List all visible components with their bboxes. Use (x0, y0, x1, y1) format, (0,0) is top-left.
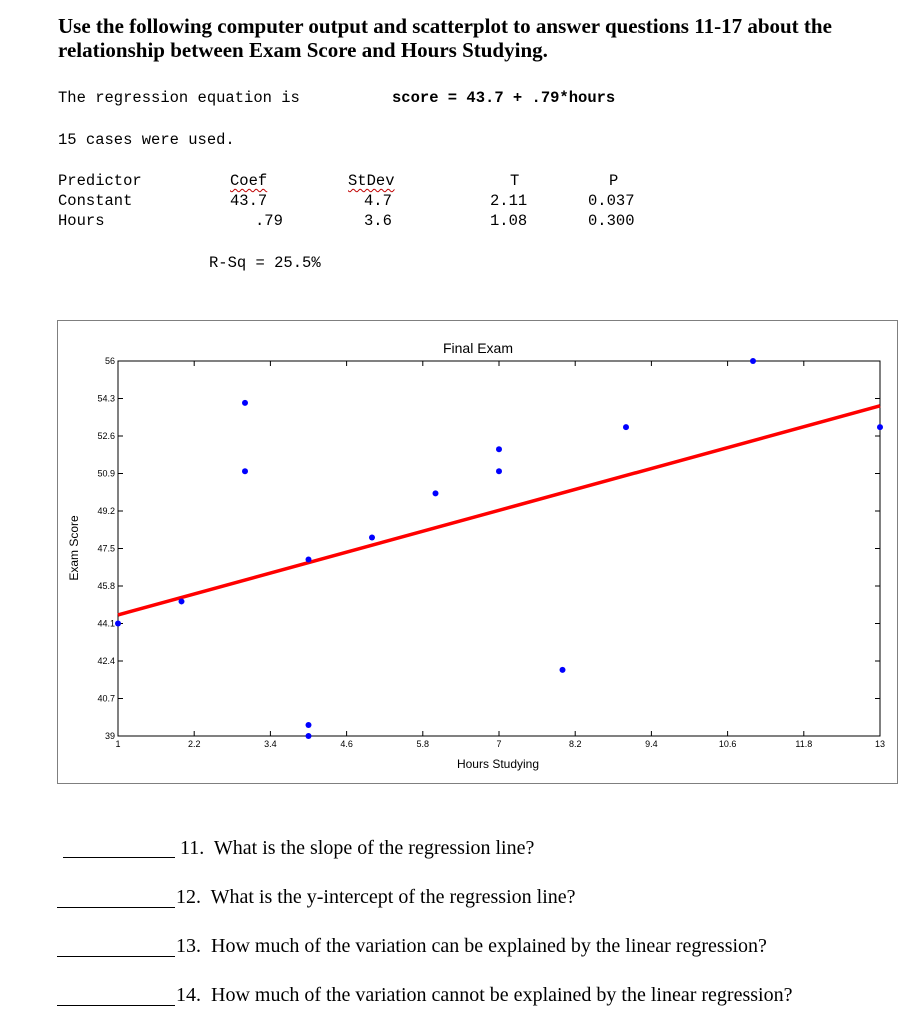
question-text: What is the slope of the regression line? (213, 837, 535, 859)
header-p: P (609, 172, 619, 190)
x-tick-label: 13 (874, 739, 886, 749)
x-tick-label: 3.4 (264, 739, 277, 749)
question-number: 11. (180, 837, 205, 859)
row-constant-stdev: 4.7 (364, 192, 392, 210)
y-tick-label: 39 (104, 731, 115, 741)
x-tick-label: 11.8 (795, 739, 813, 749)
plot-area (118, 361, 880, 736)
y-tick-label: 50.9 (97, 468, 115, 479)
x-tick-label: 4.6 (340, 739, 353, 749)
question-text: What is the y-intercept of the regression line? (210, 886, 576, 908)
data-point (242, 400, 248, 406)
data-point (306, 722, 312, 728)
question-number: 14. (176, 984, 201, 1006)
y-tick-label: 42.4 (97, 656, 115, 666)
x-tick-label: 9.4 (645, 739, 658, 749)
answer-blank-14[interactable] (57, 1005, 175, 1006)
y-tick-label: 45.8 (97, 581, 115, 591)
x-tick-label: 5.8 (416, 739, 430, 749)
y-tick-label: 52.6 (97, 431, 115, 441)
header-coef: Coef (230, 172, 268, 190)
data-point (877, 424, 883, 430)
x-tick-label: 10.6 (718, 739, 737, 749)
answer-blank-11[interactable] (63, 857, 175, 858)
y-tick-label: 49.2 (97, 506, 115, 516)
cases-used: 15 cases were used. (58, 131, 235, 149)
question-text: How much of the variation can be explained by the linear regression? (211, 935, 767, 957)
data-point (115, 621, 121, 627)
chart-title: Final Exam (442, 340, 514, 356)
data-point (496, 446, 502, 452)
data-point (560, 667, 566, 673)
question-11 (180, 837, 534, 860)
y-tick-label: 54.3 (97, 393, 115, 404)
header-stdev: StDev (348, 172, 395, 190)
regression-label: The regression equation is (58, 89, 300, 107)
r-squared: R-Sq = 25.5% (209, 254, 321, 272)
data-point (496, 468, 502, 474)
chart-x-axis-label: Hours Studying (456, 757, 540, 771)
row-constant-predictor: Constant (58, 192, 133, 210)
chart-y-axis-label: Exam Score (67, 515, 81, 581)
row-constant-coef: 43.7 (230, 192, 268, 210)
header-t: T (510, 172, 520, 190)
row-hours-t: 1.08 (490, 212, 528, 230)
data-point (306, 733, 312, 739)
question-13 (176, 935, 767, 958)
row-hours-predictor: Hours (58, 212, 105, 230)
row-hours-stdev: 3.6 (364, 212, 392, 230)
regression-equation: score = 43.7 + .79*hours (392, 89, 616, 107)
data-point (750, 358, 756, 364)
data-point (433, 490, 439, 496)
row-hours-coef: .79 (255, 212, 283, 230)
instructions-text: Use the following computer output and scatterplot to answer questions 11-17 about the relationship between Exam Score and Hours Studying. (58, 14, 832, 62)
x-tick-label: 7 (496, 739, 502, 749)
y-tick-label: 40.7 (97, 693, 115, 704)
question-14 (176, 984, 792, 1007)
data-point (179, 598, 185, 604)
x-tick-label: 1 (115, 739, 121, 749)
header-predictor: Predictor (58, 172, 142, 190)
x-tick-label: 8.2 (568, 739, 582, 749)
y-tick-label: 44.1 (97, 618, 115, 629)
question-number: 12. (176, 886, 201, 908)
answer-blank-12[interactable] (57, 907, 175, 908)
question-number: 13. (176, 935, 201, 957)
data-point (369, 534, 375, 540)
row-constant-p: 0.037 (588, 192, 635, 210)
data-point (242, 468, 248, 474)
y-tick-label: 56 (104, 356, 115, 366)
x-tick-label: 2.2 (187, 739, 201, 749)
row-constant-t: 2.11 (490, 192, 528, 210)
regression-line (118, 406, 880, 615)
data-point (623, 424, 629, 430)
question-12 (176, 886, 576, 909)
answer-blank-13[interactable] (57, 956, 175, 957)
data-point (306, 557, 312, 563)
y-tick-label: 47.5 (97, 543, 115, 554)
row-hours-p: 0.300 (588, 212, 635, 230)
question-text: How much of the variation cannot be explained by the linear regression? (211, 984, 793, 1006)
